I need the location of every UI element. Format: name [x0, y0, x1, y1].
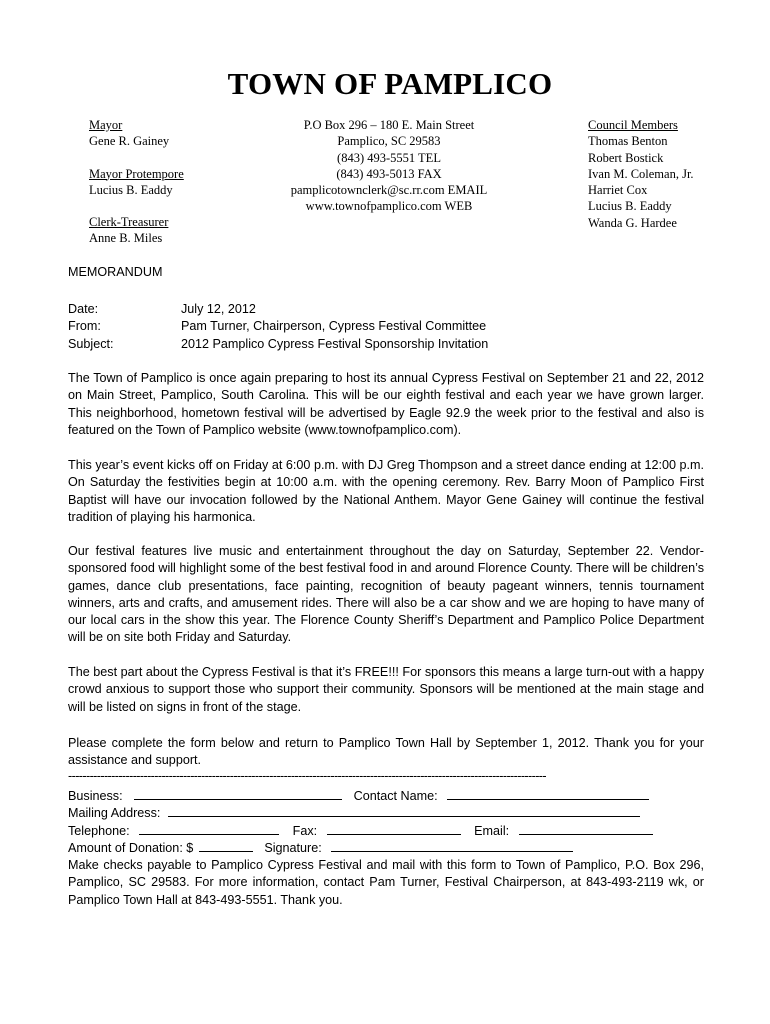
- date-key: Date:: [68, 302, 99, 316]
- council-member: Ivan M. Coleman, Jr.: [588, 166, 694, 181]
- business-label: Business:: [68, 789, 123, 803]
- contact-name-field[interactable]: [447, 787, 649, 800]
- protempore-label: Mayor Protempore: [89, 166, 184, 181]
- council-member: Thomas Benton: [588, 134, 668, 149]
- letterhead-title: TOWN OF PAMPLICO: [227, 66, 553, 101]
- fax-label: Fax:: [292, 823, 318, 838]
- paragraph-request: Please complete the form below and return to Pamplico Town Hall by September 1, 2012. Thank you for your assistance and support.: [68, 736, 704, 768]
- subject-key: Subject:: [68, 336, 114, 351]
- signature-field[interactable]: [331, 839, 573, 852]
- signature-label: Signature:: [264, 840, 322, 855]
- email-label: Email:: [474, 823, 510, 838]
- subject-value: 2012 Pamplico Cypress Festival Sponsorship Invitation: [181, 336, 489, 351]
- clerk-name: Anne B. Miles: [89, 231, 163, 246]
- form-divider: -------------------------------------------------------------------------------------------------------------------------------------: [68, 769, 546, 783]
- mailing-address-field[interactable]: [168, 804, 640, 817]
- mayor-label: Mayor: [89, 118, 123, 132]
- paragraph-schedule: This year’s event kicks off on Friday at 6:00 p.m. with DJ Greg Thompson and a street dance ending at 12:00 p.m. On Saturday the festivities begin at 10:00 a.m. with the opening ceremony. Rev. Barry Moon of Pamplico First Baptist will have our invocation followed by the National Anthem. Mayor Gene Gainey will continue the festival tradition of playing his harmonica.: [68, 458, 704, 524]
- fax-line: (843) 493-5013 FAX: [336, 166, 442, 181]
- address-block: [259, 117, 519, 215]
- donation-label: Amount of Donation: $: [68, 840, 194, 855]
- business-field[interactable]: [134, 787, 342, 800]
- donation-amount-field[interactable]: [199, 839, 253, 852]
- address-line: Pamplico, SC 29583: [337, 134, 441, 149]
- email-line: pamplicotownclerk@sc.rr.com EMAIL: [290, 183, 488, 198]
- paragraph-features: Our festival features live music and entertainment throughout the day on Saturday, September 22. Vendor-sponsored food will highlight some of the best festival food in and around Florence County. There will be children’s games, dance club presentations, face painting, recognition of beauty pageant winners, tennis tournament winners, arts and crafts, and amusement rides. There will also be a car show and we are hoping to have many of our local cars in the show this year. The Florence County Sheriff’s Department and Pamplico Police Department will be on site both Friday and Saturday.: [68, 544, 704, 645]
- mayor-name: Gene R. Gainey: [89, 134, 170, 149]
- clerk-label: Clerk-Treasurer: [89, 215, 169, 230]
- council-member: Harriet Cox: [588, 183, 648, 198]
- council-member: Robert Bostick: [588, 150, 664, 165]
- sponsorship-form: [68, 787, 704, 856]
- council-label: Council Members: [588, 118, 678, 132]
- paragraph-free: The best part about the Cypress Festival is that it’s FREE!!! For sponsors this means a large turn-out with a happy crowd anxious to support those who support their community. Sponsors will be mentioned at the main stage and will be listed on signs in front of the stage.: [68, 665, 704, 714]
- from-key: From:: [68, 319, 101, 334]
- memorandum-label: MEMORANDUM: [68, 265, 163, 279]
- email-field[interactable]: [519, 822, 653, 835]
- paragraph-intro: The Town of Pamplico is once again preparing to host its annual Cypress Festival on September 21 and 22, 2012 on Main Street, Pamplico, South Carolina. This will be our eighth festival and each year we have grown larger. This neighborhood, hometown festival will be advertised by Eagle 92.9 the week prior to the festival and also is featured on the Town of Pamplico website (www.townofpamplico.com).: [68, 371, 704, 437]
- protempore-name: Lucius B. Eaddy: [89, 182, 173, 197]
- memo-meta: [68, 301, 704, 353]
- contact-label: Contact Name:: [353, 789, 438, 803]
- mailing-label: Mailing Address:: [68, 806, 161, 821]
- council-column: [588, 117, 758, 231]
- telephone-field[interactable]: [139, 822, 279, 835]
- closing-instructions: Make checks payable to Pamplico Cypress Festival and mail with this form to Town of Pamplico, P.O. Box 296, Pamplico, SC 29583. For more information, contact Pam Turner, Festival Chairperson, at 843-493-2119 wk, or Pamplico Town Hall at 843-493-5551. Thank you.: [68, 858, 704, 907]
- council-member: Lucius B. Eaddy: [588, 199, 672, 214]
- date-value: July 12, 2012: [181, 302, 256, 316]
- phone-line: (843) 493-5551 TEL: [337, 150, 441, 165]
- telephone-label: Telephone:: [68, 823, 130, 838]
- council-member: Wanda G. Hardee: [588, 215, 677, 230]
- web-line: www.townofpamplico.com WEB: [305, 199, 473, 214]
- from-value: Pam Turner, Chairperson, Cypress Festival Committee: [181, 319, 487, 334]
- address-line: P.O Box 296 – 180 E. Main Street: [303, 118, 475, 132]
- fax-field[interactable]: [327, 822, 461, 835]
